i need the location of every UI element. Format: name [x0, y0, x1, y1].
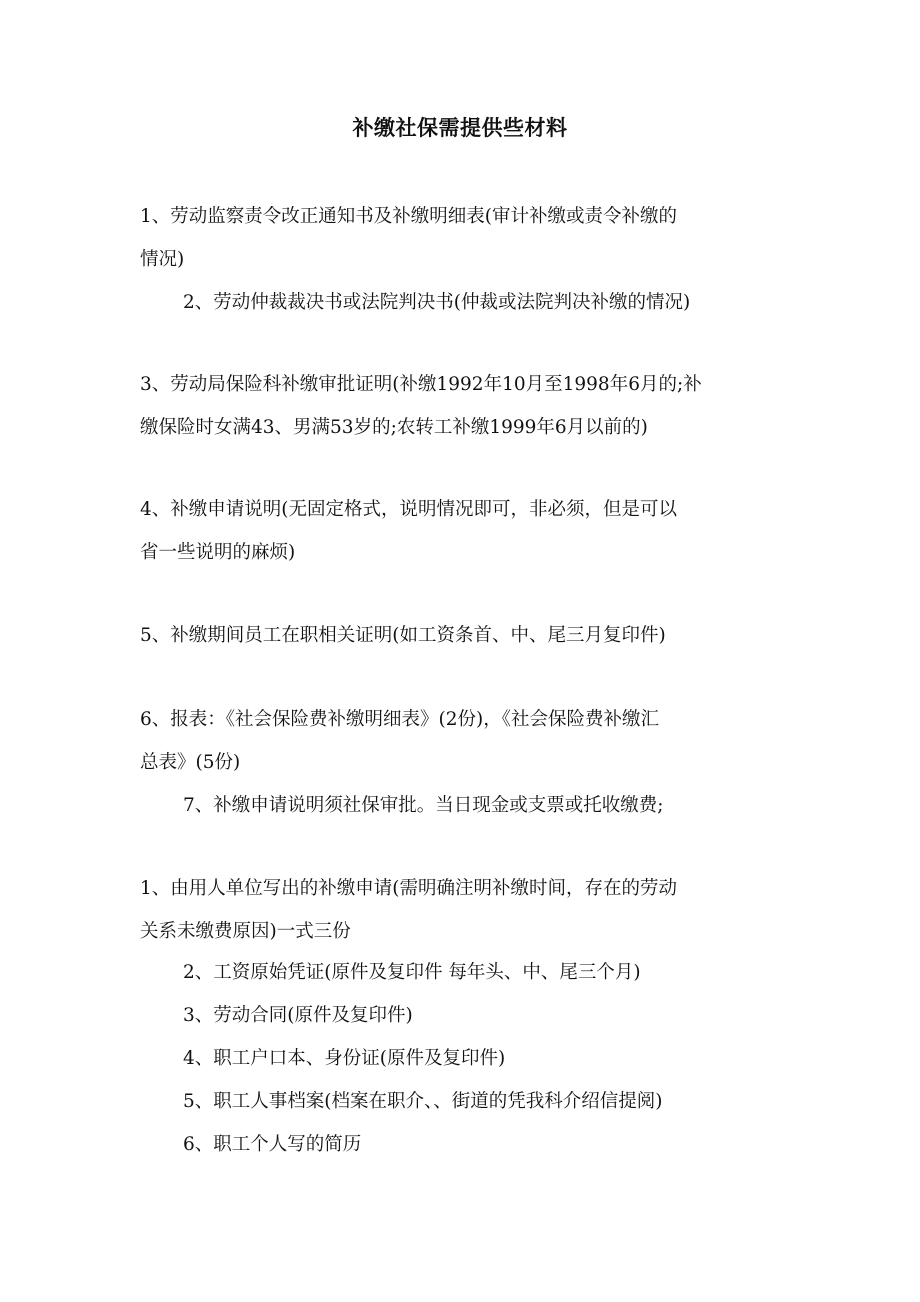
paragraph-item-8: [140, 867, 780, 953]
paragraph-item-6: [140, 698, 780, 784]
paragraph-line: 2、劳动仲裁裁决书或法院判决书(仲裁或法院判决补缴的情况): [183, 292, 691, 313]
paragraph-line: 1、由用人单位写出的补缴申请(需明确注明补缴时间，存在的劳动: [140, 878, 677, 899]
paragraph-item-9: [183, 951, 823, 994]
paragraph-item-3: [140, 363, 780, 449]
paragraph-item-5: [140, 614, 780, 657]
paragraph-line: 5、职工人事档案(档案在职介、、街道的凭我科介绍信提阅): [183, 1091, 663, 1112]
paragraph-item-1: [140, 195, 780, 281]
paragraph-line: 7、补缴申请说明须社保审批。当日现金或支票或托收缴费;: [183, 795, 664, 816]
paragraph-line: 省一些说明的麻烦): [140, 542, 296, 563]
document-title: 补缴社保需提供些材料: [352, 115, 568, 140]
paragraph-line: 3、劳动合同(原件及复印件): [183, 1005, 413, 1026]
paragraph-item-11: [183, 1037, 823, 1080]
paragraph-line: 2、工资原始凭证(原件及复印件 每年头、中、尾三个月): [183, 962, 641, 983]
paragraph-item-2: [183, 281, 823, 324]
paragraph-line: 总表》(5份): [140, 752, 241, 773]
paragraph-line: 缴保险时女满43、男满53岁的;农转工补缴1999年6月以前的): [140, 417, 648, 438]
paragraph-line: 5、补缴期间员工在职相关证明(如工资条首、中、尾三月复印件): [140, 625, 666, 646]
paragraph-line: 4、补缴申请说明(无固定格式，说明情况即可，非必须，但是可以: [140, 499, 677, 520]
paragraph-line: 情况): [140, 249, 185, 270]
paragraph-line: 关系未缴费原因)一式三份: [140, 921, 351, 942]
paragraph-item-7: [183, 784, 823, 827]
paragraph-line: 1、劳动监察责令改正通知书及补缴明细表(审计补缴或责令补缴的: [140, 206, 677, 227]
paragraph-line: 6、职工个人写的简历: [183, 1134, 362, 1155]
paragraph-line: 3、劳动局保险科补缴审批证明(补缴1992年10月至1998年6月的;补: [140, 374, 702, 395]
paragraph-item-13: [183, 1123, 823, 1166]
paragraph-item-12: [183, 1080, 823, 1123]
paragraph-line: 6、报表：《社会保险费补缴明细表》(2份)，《社会保险费补缴汇: [140, 709, 659, 730]
paragraph-item-4: [140, 488, 780, 574]
paragraph-item-10: [183, 994, 823, 1037]
paragraph-line: 4、职工户口本、身份证(原件及复印件): [183, 1048, 506, 1069]
